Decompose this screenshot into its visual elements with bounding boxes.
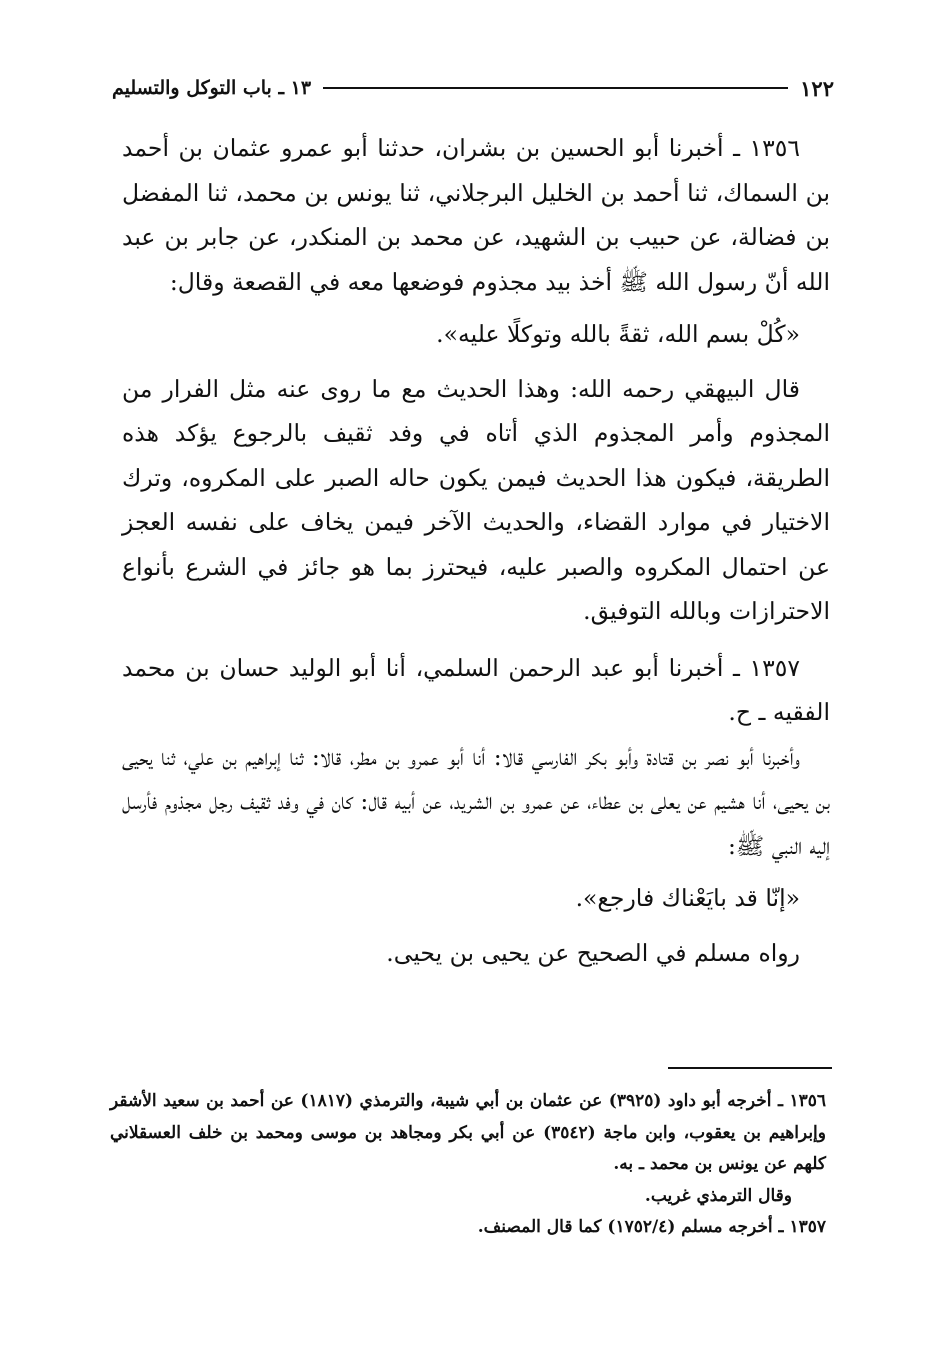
running-title: ١٣ ـ باب التوكل والتسليم <box>112 77 312 99</box>
footnote-separator <box>668 1067 832 1069</box>
hadith-1357-chain: وأخبرنا أبو نصر بن قتادة وأبو بكر الفارسي قالا: أنا أبو عمرو بن مطر، قالا: ثنا إبراهيم بن علي، ثنا يحيى بن يحيى، أنا هشيم عن يعلى بن عطاء، عن عمرو بن الشريد، عن أبيه قال: كان في وفد ثقيف رجل مجذوم فأرسل إليه النبي ﷺ: <box>122 742 830 860</box>
hadith-1356: ١٣٥٦ ـ أخبرنا أبو الحسين بن بشران، حدثنا أبو عمرو عثمان بن أحمد بن السماك، ثنا أحمد بن الخليل البرجلاني، ثنا يونس بن محمد، ثنا المفضل بن فضالة، عن حبيب بن الشهيد، عن محمد بن المنكدر، عن جابر بن عبد الله أنّ رسول الله ﷺ أخذ بيد مجذوم فوضعها معه في القصعة وقال: <box>122 134 830 296</box>
hadith-1356-quote: «كُلْ بسم الله، ثقةً بالله وتوكلًا عليه». <box>436 320 800 348</box>
footnote-1356-note: وقال الترمذي غريب. <box>644 1185 792 1206</box>
main-text <box>122 126 830 975</box>
bayhaqi-commentary: قال البيهقي رحمه الله: وهذا الحديث مع ما روى عنه مثل الفرار من المجذوم وأمر المجذوم الذي أتاه في وفد ثقيف بالرجوع يؤكد هذه الطريقة، فيكون هذا الحديث فيمن يكون حاله الصبر على المكروه، وترك الاختيار في موارد القضاء، والحديث الآخر فيمن يخاف على نفسه العجز عن احتمال المكروه والصبر عليه، فيحترز بما هو جائز في الشرع بأنواع الاحترازات وبالله التوفيق. <box>122 374 830 625</box>
footnote-1357: ١٣٥٧ ـ أخرجه مسلم (١٧٥٢/٤) كما قال المصنف. <box>477 1217 826 1237</box>
page-number: ١٢٢ <box>800 75 834 101</box>
footnote-1356: ١٣٥٦ ـ أخرجه أبو داود (٣٩٢٥) عن عثمان بن أبي شيبة، والترمذي (١٨١٧) عن أحمد بن سعيد الأشقر وإبراهيم بن يعقوب، وابن ماجة (٣٥٤٢) عن أبي بكر ومجاهد بن موسى ومحمد بن خلف العسقلاني كلهم عن يونس بن محمد ـ به. <box>110 1091 826 1174</box>
hadith-1357-source: رواه مسلم في الصحيح عن يحيى بن يحيى. <box>386 938 800 967</box>
hadith-1357-quote: «إنّا قد بايَعْناك فارجع». <box>575 884 800 912</box>
footnotes <box>110 1086 826 1244</box>
hadith-1357: ١٣٥٧ ـ أخبرنا أبو عبد الرحمن السلمي، أنا أبو الوليد حسان بن محمد الفقيه ـ ح. <box>122 653 830 726</box>
page-header <box>112 70 834 106</box>
header-rule <box>323 87 788 89</box>
